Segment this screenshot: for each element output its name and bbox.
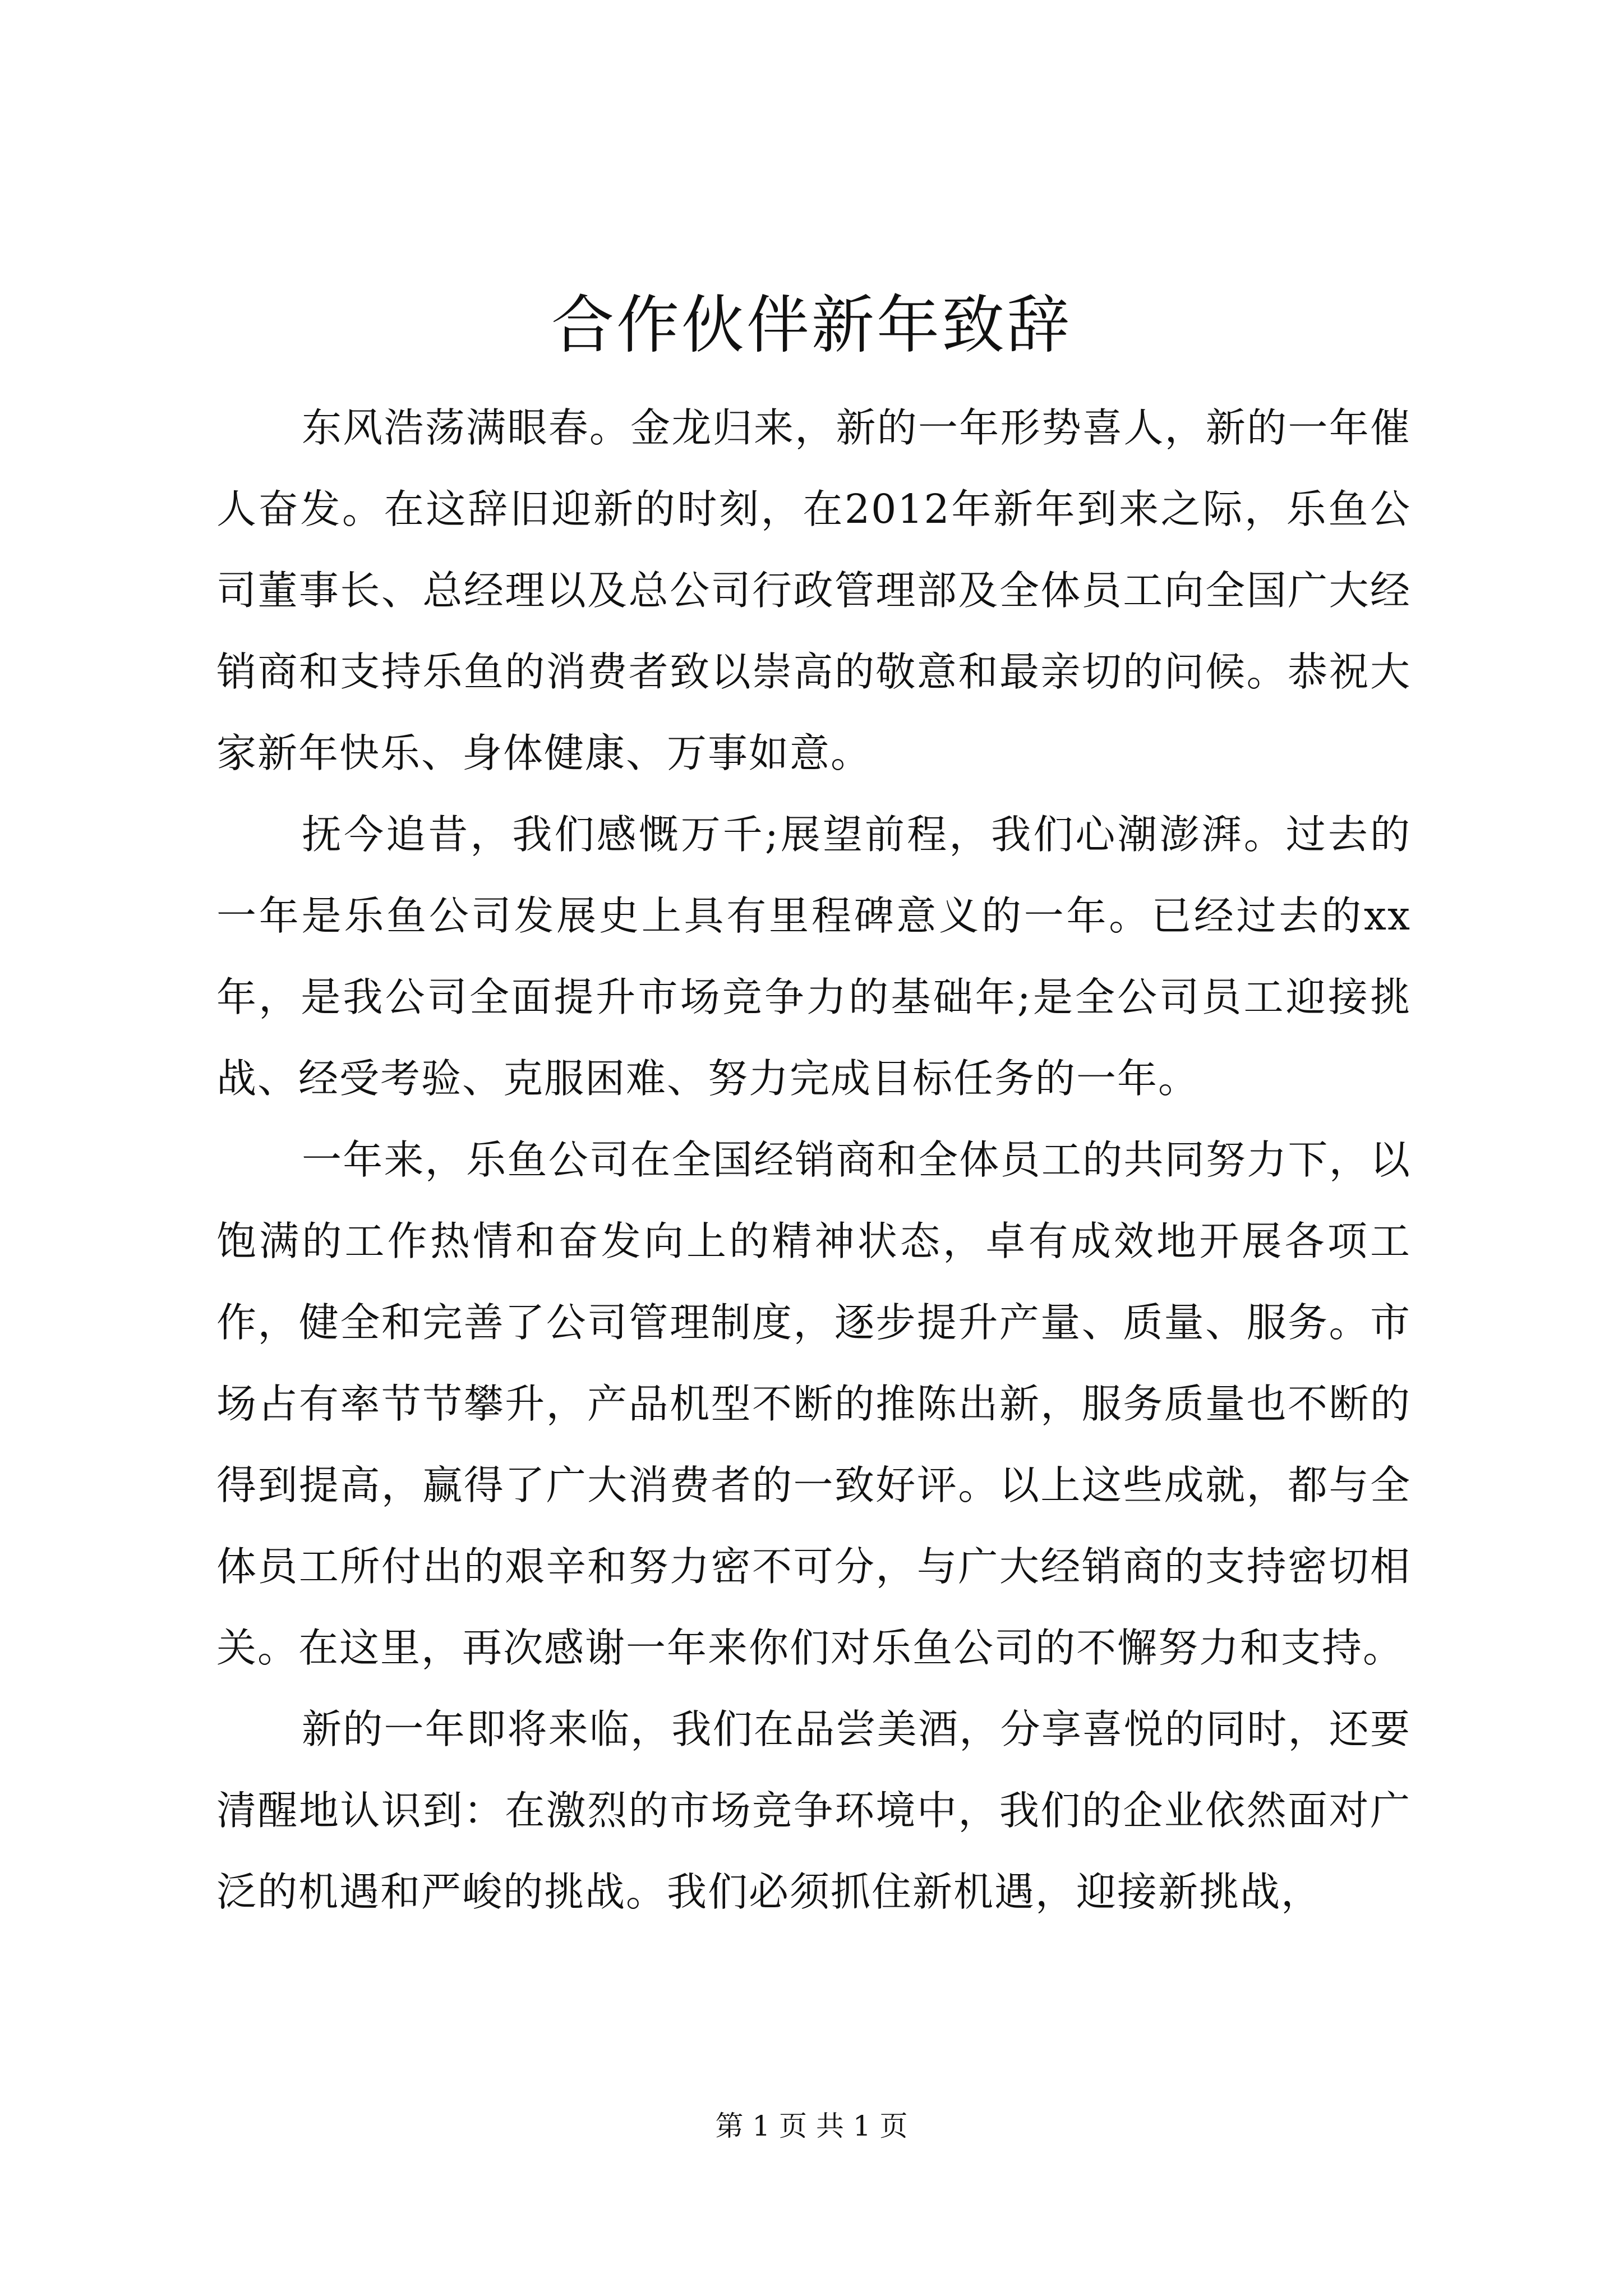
paragraph-2: 抚今追昔，我们感慨万千;展望前程，我们心潮澎湃。过去的一年是乐鱼公司发展史上具有里程碑意义的一年。已经过去的xx年，是我公司全面提升市场竞争力的基础年;是全公司员工迎接挑战、经受考验、克服困难、努力完成目标任务的一年。 [216, 811, 1411, 1102]
document-title: 合作伙伴新年致辞 [551, 289, 1072, 362]
paragraph-4: 新的一年即将来临，我们在品尝美酒，分享喜悦的同时，还要清醒地认识到：在激烈的市场竞争环境中，我们的企业依然面对广泛的机遇和严峻的挑战。我们必须抓住新机遇，迎接新挑战， [216, 1706, 1411, 1915]
document-body [216, 387, 1411, 1932]
paragraph-3: 一年来，乐鱼公司在全国经销商和全体员工的共同努力下，以饱满的工作热情和奋发向上的精神状态，卓有成效地开展各项工作，健全和完善了公司管理制度，逐步提升产量、质量、服务。市场占有率节节攀升，产品机型不断的推陈出新，服务质量也不断的得到提高，赢得了广大消费者的一致好评。以上这些成就，都与全体员工所付出的艰辛和努力密不可分，与广大经销商的支持密切相关。在这里，再次感谢一年来你们对乐鱼公司的不懈努力和支持。 [216, 1137, 1411, 1671]
page-number-footer: 第 1 页 共 1 页 [715, 2110, 908, 2142]
paragraph-1: 东风浩荡满眼春。金龙归来，新的一年形势喜人，新的一年催人奋发。在这辞旧迎新的时刻，在2012年新年到来之际，乐鱼公司董事长、总经理以及总公司行政管理部及全体员工向全国广大经销商和支持乐鱼的消费者致以崇高的敬意和最亲切的问候。恭祝大家新年快乐、身体健康、万事如意。 [216, 404, 1411, 776]
